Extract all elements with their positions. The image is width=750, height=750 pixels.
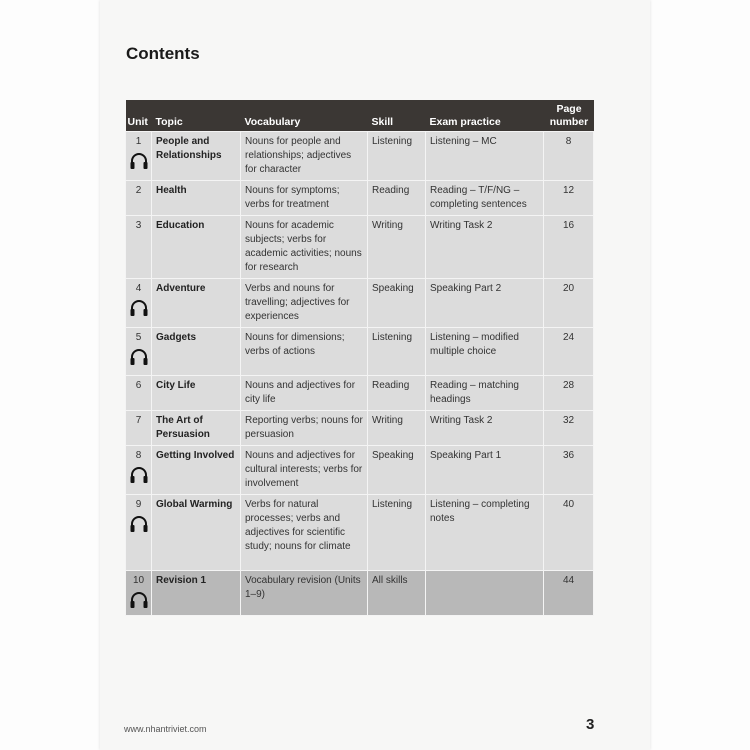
vocabulary-text: Reporting verbs; nouns for persuasion — [245, 415, 363, 440]
cell-skill — [368, 376, 426, 411]
cell-unit-number — [126, 279, 152, 328]
cell-vocabulary — [241, 495, 368, 571]
header-topic: Topic — [152, 100, 241, 132]
cell-page-number — [544, 328, 594, 376]
page-number-text: 44 — [562, 575, 575, 586]
cell-exam-practice — [426, 571, 544, 616]
vocabulary-text: Verbs and nouns for travelling; adjectives for experiences — [245, 283, 350, 322]
headphones-icon — [129, 299, 149, 317]
table-row — [126, 181, 594, 216]
page-number-text: 28 — [562, 380, 575, 391]
cell-topic — [152, 495, 241, 571]
table-row — [126, 495, 594, 571]
cell-skill — [368, 279, 426, 328]
headphones-icon — [129, 152, 149, 170]
cell-skill — [368, 495, 426, 571]
cell-page-number — [544, 279, 594, 328]
vocabulary-text: Nouns for academic subjects; verbs for academic activities; nouns for research — [245, 220, 362, 273]
cell-page-number — [544, 411, 594, 446]
table-header — [126, 100, 594, 132]
exam-practice-text: Writing Task 2 — [430, 220, 493, 231]
footer-page-number: 3 — [586, 716, 595, 733]
exam-practice-text: Listening – MC — [430, 136, 497, 147]
headphones-icon — [129, 591, 149, 609]
cell-unit-number — [126, 411, 152, 446]
exam-practice-text: Speaking Part 1 — [430, 450, 502, 461]
vocabulary-text: Nouns and adjectives for cultural interests; verbs for involvement — [245, 450, 363, 489]
cell-topic — [152, 181, 241, 216]
cell-topic — [152, 328, 241, 376]
contents-table — [125, 100, 594, 616]
exam-practice-text: Listening – modified multiple choice — [430, 332, 519, 357]
cell-page-number — [544, 446, 594, 495]
cell-skill — [368, 328, 426, 376]
vocabulary-text: Nouns and adjectives for city life — [245, 380, 356, 405]
topic-text: Adventure — [156, 283, 206, 294]
exam-practice-text: Reading – T/F/NG – completing sentences — [430, 185, 527, 210]
cell-topic — [152, 376, 241, 411]
unit-number-text: 5 — [135, 332, 142, 343]
cell-unit-number — [126, 571, 152, 616]
vocabulary-text: Verbs for natural processes; verbs and adjectives for scientific study; nouns for climate — [245, 499, 351, 552]
cell-page-number — [544, 132, 594, 181]
table-row — [126, 328, 594, 376]
page-number-text: 16 — [562, 220, 575, 231]
vocabulary-text: Nouns for people and relationships; adjectives for character — [245, 136, 352, 175]
cell-vocabulary — [241, 132, 368, 181]
cell-vocabulary — [241, 446, 368, 495]
header-page-number: Page number — [544, 100, 594, 132]
cell-exam-practice — [426, 132, 544, 181]
cell-skill — [368, 216, 426, 279]
cell-exam-practice — [426, 376, 544, 411]
footer-url: www.nhantriviet.com — [124, 724, 207, 734]
cell-unit-number — [126, 495, 152, 571]
skill-text: Writing — [372, 220, 403, 231]
cell-exam-practice — [426, 216, 544, 279]
table-row — [126, 132, 594, 181]
topic-text: The Art of Persuasion — [156, 415, 210, 440]
page-number-text: 12 — [562, 185, 575, 196]
headphones-icon — [129, 348, 149, 366]
cell-skill — [368, 181, 426, 216]
cell-exam-practice — [426, 495, 544, 571]
skill-text: Speaking — [372, 450, 414, 461]
headphones-icon — [129, 466, 149, 484]
topic-text: Global Warming — [156, 499, 233, 510]
unit-number-text: 9 — [135, 499, 142, 510]
skill-text: Speaking — [372, 283, 414, 294]
cell-vocabulary — [241, 216, 368, 279]
skill-text: Listening — [372, 332, 413, 343]
cell-topic — [152, 571, 241, 616]
cell-exam-practice — [426, 279, 544, 328]
page-number-text: 40 — [562, 499, 575, 510]
unit-number-text: 6 — [135, 380, 142, 391]
cell-unit-number — [126, 328, 152, 376]
cell-unit-number — [126, 181, 152, 216]
table-row — [126, 411, 594, 446]
unit-number-text: 8 — [135, 450, 142, 461]
cell-vocabulary — [241, 328, 368, 376]
cell-skill — [368, 411, 426, 446]
unit-number-text: 7 — [135, 415, 142, 426]
page-number-text: 20 — [562, 283, 575, 294]
cell-vocabulary — [241, 181, 368, 216]
page-number-text: 36 — [562, 450, 575, 461]
unit-number-text: 1 — [135, 136, 142, 147]
cell-skill — [368, 132, 426, 181]
cell-page-number — [544, 571, 594, 616]
exam-practice-text: Writing Task 2 — [430, 415, 493, 426]
cell-page-number — [544, 376, 594, 411]
cell-topic — [152, 411, 241, 446]
header-skill: Skill — [368, 100, 426, 132]
skill-text: All skills — [372, 575, 408, 586]
topic-text: Getting Involved — [156, 450, 235, 461]
headphones-icon — [129, 515, 149, 533]
exam-practice-text: Speaking Part 2 — [430, 283, 502, 294]
page-number-text: 24 — [562, 332, 575, 343]
cell-unit-number — [126, 446, 152, 495]
cell-skill — [368, 446, 426, 495]
page-number-text: 32 — [562, 415, 575, 426]
table-row — [126, 376, 594, 411]
topic-text: People and Relationships — [156, 136, 222, 161]
topic-text: Education — [156, 220, 205, 231]
cell-unit-number — [126, 376, 152, 411]
cell-vocabulary — [241, 279, 368, 328]
cell-exam-practice — [426, 446, 544, 495]
skill-text: Listening — [372, 499, 413, 510]
cell-skill — [368, 571, 426, 616]
table-row — [126, 446, 594, 495]
cell-topic — [152, 216, 241, 279]
cell-exam-practice — [426, 411, 544, 446]
vocabulary-text: Nouns for symptoms; verbs for treatment — [245, 185, 340, 210]
cell-page-number — [544, 495, 594, 571]
cell-topic — [152, 279, 241, 328]
cell-exam-practice — [426, 328, 544, 376]
skill-text: Writing — [372, 415, 403, 426]
header-unit: Unit — [126, 100, 152, 132]
topic-text: City Life — [156, 380, 196, 391]
cell-topic — [152, 446, 241, 495]
cell-vocabulary — [241, 376, 368, 411]
cell-page-number — [544, 181, 594, 216]
page-number-text: 8 — [565, 136, 572, 147]
table-row — [126, 571, 594, 616]
header-exam-practice: Exam practice — [426, 100, 544, 132]
unit-number-text: 2 — [135, 185, 142, 196]
table-row — [126, 279, 594, 328]
cell-unit-number — [126, 216, 152, 279]
unit-number-text: 10 — [132, 575, 145, 586]
cell-page-number — [544, 216, 594, 279]
topic-text: Gadgets — [156, 332, 197, 343]
skill-text: Reading — [372, 185, 410, 196]
cell-vocabulary — [241, 411, 368, 446]
table-row — [126, 216, 594, 279]
page-title: Contents — [126, 44, 200, 63]
unit-number-text: 3 — [135, 220, 142, 231]
cell-topic — [152, 132, 241, 181]
exam-practice-text: Listening – completing notes — [430, 499, 530, 524]
topic-text: Health — [156, 185, 187, 196]
topic-text: Revision 1 — [156, 575, 207, 586]
header-vocabulary: Vocabulary — [241, 100, 368, 132]
skill-text: Reading — [372, 380, 410, 391]
unit-number-text: 4 — [135, 283, 142, 294]
exam-practice-text: Reading – matching headings — [430, 380, 519, 405]
cell-exam-practice — [426, 181, 544, 216]
vocabulary-text: Vocabulary revision (Units 1–9) — [245, 575, 361, 600]
skill-text: Listening — [372, 136, 413, 147]
cell-vocabulary — [241, 571, 368, 616]
cell-unit-number — [126, 132, 152, 181]
vocabulary-text: Nouns for dimensions; verbs of actions — [245, 332, 345, 357]
